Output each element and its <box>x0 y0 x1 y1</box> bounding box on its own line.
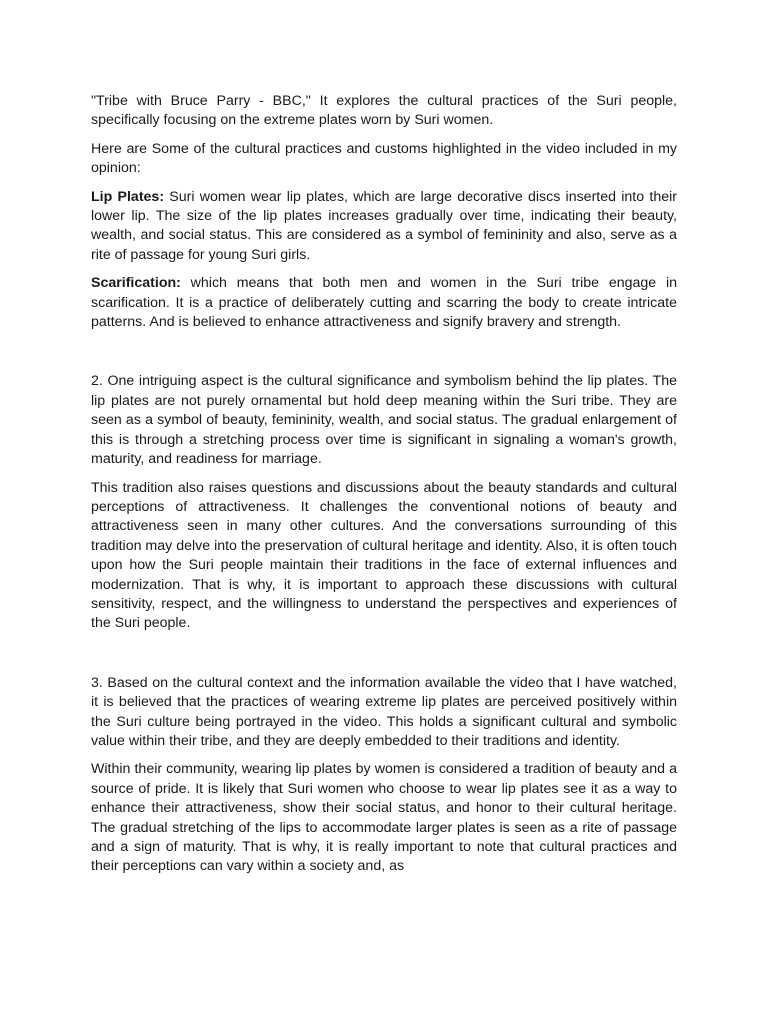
section-3-paragraph-1: 3. Based on the cultural context and the information available the video that I have watched, it is believed that the practices of wearing extreme lip plates are perceived positively within the Suri culture being portrayed in the video. This holds a significant cultural and symbolic value within their tribe, and they are deeply embedded to their traditions and identity. <box>91 674 677 749</box>
practice-description: Suri women wear lip plates, which are large decorative discs inserted into their lower lip. The size of the lip plates increases gradually over time, indicating their beauty, wealth, and social status. This are considered as a symbol of femininity and also, serve as a rite of passage for young Suri girls. <box>91 188 677 263</box>
practice-term: Scarification: <box>91 275 181 292</box>
section-spacer <box>91 643 677 674</box>
intro-list-lead: Here are Some of the cultural practices and customs highlighted in the video included in my opinion: <box>91 140 677 177</box>
practice-term: Lip Plates: <box>91 188 165 205</box>
section-spacer <box>91 341 677 372</box>
section-2-paragraph-2: This tradition also raises questions and discussions about the beauty standards and cultural perceptions of attractiveness. It challenges the conventional notions of beauty and attractiveness seen in many other cultures. And the conversations surrounding of this tradition may delve into the preservation of cultural heritage and identity. Also, it is often touch upon how the Suri people maintain their traditions in the face of external influences and modernization. That is why, it is important to approach these discussions with cultural sensitivity, respect, and the willingness to understand the perspectives and experiences of the Suri people. <box>91 479 677 632</box>
practice-scarification <box>91 274 677 332</box>
section-3-paragraph-2: Within their community, wearing lip plates by women is considered a tradition of beauty and a source of pride. It is likely that Suri women who choose to wear lip plates see it as a way to enhance their attractiveness, show their social status, and honor to their cultural heritage. The gradual stretching of the lips to accommodate larger plates is seen as a rite of passage and a sign of maturity. That is why, it is really important to note that cultural practices and their perceptions can vary within a society and, as <box>91 761 677 875</box>
practice-lip-plates <box>91 188 677 266</box>
document-page <box>91 92 677 886</box>
practice-description: which means that both men and women in the Suri tribe engage in scarification. It is a practice of deliberately cutting and scarring the body to create intricate patterns. And is believed to enhance attractiveness and signify bravery and strength. <box>91 275 677 331</box>
intro-paragraph: "Tribe with Bruce Parry - BBC," It explores the cultural practices of the Suri people, specifically focusing on the extreme plates worn by Suri women. <box>91 93 677 129</box>
section-2-paragraph-1: 2. One intriguing aspect is the cultural significance and symbolism behind the lip plates. The lip plates are not purely ornamental but hold deep meaning within the Suri tribe. They are seen as a symbol of beauty, femininity, wealth, and social status. The gradual enlargement of this is through a stretching process over time is significant in signaling a woman's growth, maturity, and readiness for marriage. <box>91 373 677 468</box>
